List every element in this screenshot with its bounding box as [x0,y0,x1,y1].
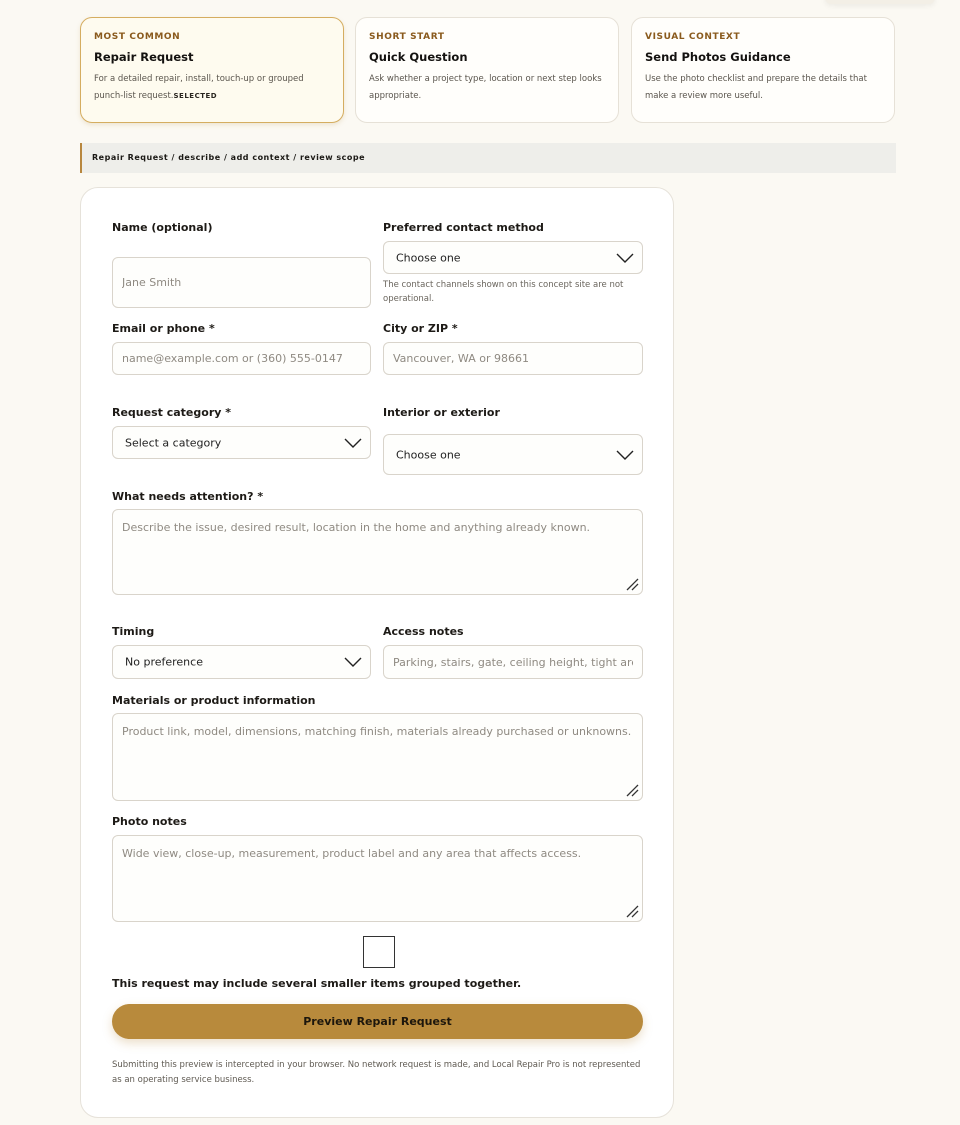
card-title: Send Photos Guidance [645,50,791,64]
timing-select[interactable] [112,645,371,679]
grouped-items-label: This request may include several smaller items grouped together. [112,977,522,990]
photo-notes-label: Photo notes [112,815,187,828]
access-label: Access notes [383,625,464,638]
mode-card-repair-request[interactable] [80,17,344,123]
resize-handle-icon[interactable] [625,577,639,591]
select-value: Choose one [396,251,461,264]
preview-request-button[interactable]: Preview Repair Request [112,1004,643,1039]
form-footnote: Submitting this preview is intercepted in your browser. No network request is made, and Local Repair Pro is not represented as an operating service business. [112,1060,641,1085]
card-eyebrow: MOST COMMON [94,32,181,42]
card-description: Use the photo checklist and prepare the details that make a review more useful. [645,74,867,101]
card-title: Quick Question [369,50,468,64]
interior-exterior-select[interactable] [383,434,643,475]
chevron-down-icon [344,657,362,667]
name-label: Name (optional) [112,221,213,234]
timing-label: Timing [112,625,155,638]
contact-method-select[interactable] [383,241,643,274]
email-phone-input[interactable] [112,342,371,375]
top-ghost-button [825,0,935,4]
resize-handle-icon[interactable] [625,904,639,918]
breadcrumb: Repair Request / describe / add context / review scope [80,143,896,173]
card-description: Ask whether a project type, location or next step looks appropriate. [369,74,602,101]
category-label: Request category * [112,406,232,419]
attention-textarea[interactable] [112,509,643,595]
chevron-down-icon [616,450,634,460]
materials-label: Materials or product information [112,694,316,707]
select-value: Choose one [396,448,461,461]
category-select[interactable] [112,426,371,459]
chevron-down-icon [344,438,362,448]
photo-notes-textarea[interactable] [112,835,643,922]
email-phone-label: Email or phone * [112,322,215,335]
selected-badge: SELECTED [173,92,218,100]
card-title: Repair Request [94,50,194,64]
materials-textarea[interactable] [112,713,643,801]
select-value: Select a category [125,436,222,449]
resize-handle-icon[interactable] [625,783,639,797]
mode-card-quick-question[interactable] [355,17,619,123]
card-eyebrow: SHORT START [369,32,445,42]
access-input[interactable] [383,645,643,679]
card-eyebrow: VISUAL CONTEXT [645,32,741,42]
attention-label: What needs attention? * [112,490,264,503]
contact-method-label: Preferred contact method [383,221,544,234]
card-description [94,71,330,105]
chevron-down-icon [616,253,634,263]
name-input[interactable] [112,257,371,308]
interior-exterior-label: Interior or exterior [383,406,500,419]
mode-card-send-photos[interactable] [631,17,895,123]
repair-request-form [80,187,674,1118]
card-description-text: For a detailed repair, install, touch-up or grouped punch-list request. [94,74,304,101]
city-zip-input[interactable] [383,342,643,375]
grouped-items-checkbox[interactable] [363,936,395,968]
select-value: No preference [125,655,203,669]
city-zip-label: City or ZIP * [383,322,458,335]
contact-method-hint: The contact channels shown on this concept site are not operational. [383,280,624,304]
